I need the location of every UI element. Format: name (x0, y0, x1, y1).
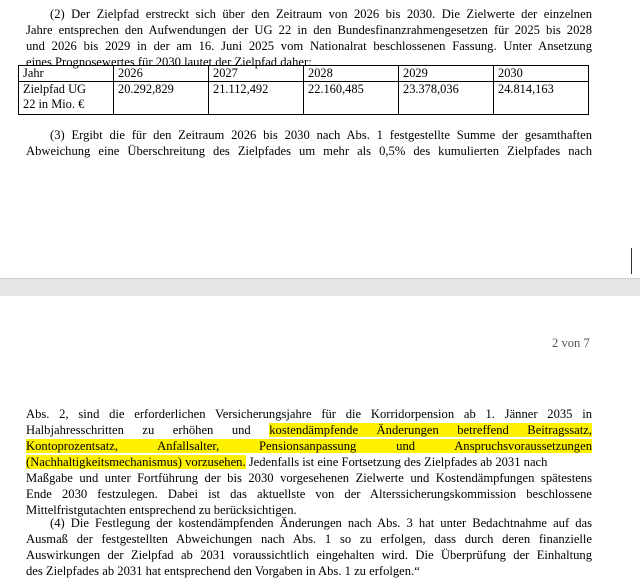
highlighted-text: kostendämpfende Änderungen betreffend Beitragssatz, (269, 423, 592, 437)
paragraph-line: Ausmaß der festgestellten Abweichungen nach Abs. 1 so zu erfolgen, dass durch deren finanzielle (26, 532, 592, 546)
paragraph-2 (26, 6, 592, 70)
row-label-line: Zielpfad UG (23, 82, 86, 96)
table-header-row (19, 66, 589, 82)
table-cell: 24.814,163 (494, 82, 589, 115)
paragraph-line: Jahre entsprechen den Aufwendungen der UG 22 in den Bundesfinanzrahmengesetzen für 2025 bis 2028 (26, 23, 592, 37)
paragraph-line (26, 422, 592, 438)
row-label-line: 22 in Mio. € (23, 97, 85, 111)
page-separator (0, 278, 640, 298)
paragraph-line: Abs. 2, sind die erforderlichen Versicherungsjahre für die Korridorpension ab 1. Jänner 2035 in (26, 407, 592, 421)
table-header-cell: Jahr (19, 66, 114, 82)
paragraph-line: Ende 2030 festzulegen. Dabei ist das aktuellste von der Alterssicherungskommission beschlossene (26, 487, 592, 501)
paragraph-line: (3) Ergibt die für den Zeitraum 2026 bis 2030 nach Abs. 1 festgestellte Summe der gesamthaften (50, 128, 592, 142)
plain-text: Jedenfalls ist eine Fortsetzung des Zielpfades ab 2031 nach (245, 455, 548, 469)
highlighted-text: (Nachhaltigkeitsmechanismus) vorzusehen. (26, 455, 246, 469)
paragraph-3 (26, 127, 592, 159)
paragraph-line: und 2026 bis 2029 in der am 16. Juni 2025 vom Nationalrat beschlossenen Fassung. Unter Ansetzung (26, 39, 592, 53)
table-header-cell: 2026 (114, 66, 209, 82)
table-row (19, 82, 589, 115)
table-cell: 21.112,492 (209, 82, 304, 115)
table-cell: 23.378,036 (399, 82, 494, 115)
table-header-cell: 2028 (304, 66, 399, 82)
zielpfad-table (18, 65, 589, 115)
paragraph-line: (2) Der Zielpfad erstreckt sich über den Zeitraum von 2026 bis 2030. Die Zielwerte der einzelnen (50, 7, 592, 21)
table-header-cell: 2029 (399, 66, 494, 82)
highlighted-text: Kontoprozentsatz, Anfallsalter, Pensionsanpassung und Anspruchsvoraussetzungen (26, 439, 592, 453)
table-header-cell: 2027 (209, 66, 304, 82)
paragraph-line: des Zielpfades ab 2031 hat entsprechend den Vorgaben in Abs. 1 zu erfolgen.“ (26, 564, 420, 578)
document-page-2 (0, 296, 640, 579)
paragraph-line: Maßgabe und unter Fortführung der bis 2030 vorgesehenen Zielwerte und Kostendämpfungen spätestens (26, 471, 592, 485)
paragraph-line: (4) Die Festlegung der kostendämpfenden Änderungen nach Abs. 3 hat unter Bedachtnahme auf das (50, 516, 592, 530)
page-number: 2 von 7 (552, 336, 590, 350)
paragraph-line: Abweichung eine Überschreitung des Zielpfades um mehr als 0,5% des kumulierten Zielpfades nach (26, 144, 592, 158)
table-cell: 22.160,485 (304, 82, 399, 115)
table-row-label (19, 82, 114, 115)
paragraph-line: Auswirkungen der Zielpfad ab 2031 voraussichtlich eingehalten wird. Die Überprüfung der Einhaltung (26, 548, 592, 562)
paragraph-4 (26, 515, 592, 579)
paragraph-3-continued (26, 406, 592, 518)
table-header-cell: 2030 (494, 66, 589, 82)
paragraph-line: eines Prognosewertes für 2030 lautet der Zielpfad daher: (26, 55, 312, 69)
table-cell: 20.292,829 (114, 82, 209, 115)
paragraph-line (26, 438, 592, 454)
paragraph-line (26, 454, 592, 470)
document-page-1 (0, 0, 640, 278)
paragraph-line: Mittelfristgutachten entsprechend zu berücksichtigen. (26, 503, 297, 517)
plain-text: Halbjahresschritten zu erhöhen und (26, 423, 270, 437)
text-cursor (631, 248, 632, 274)
